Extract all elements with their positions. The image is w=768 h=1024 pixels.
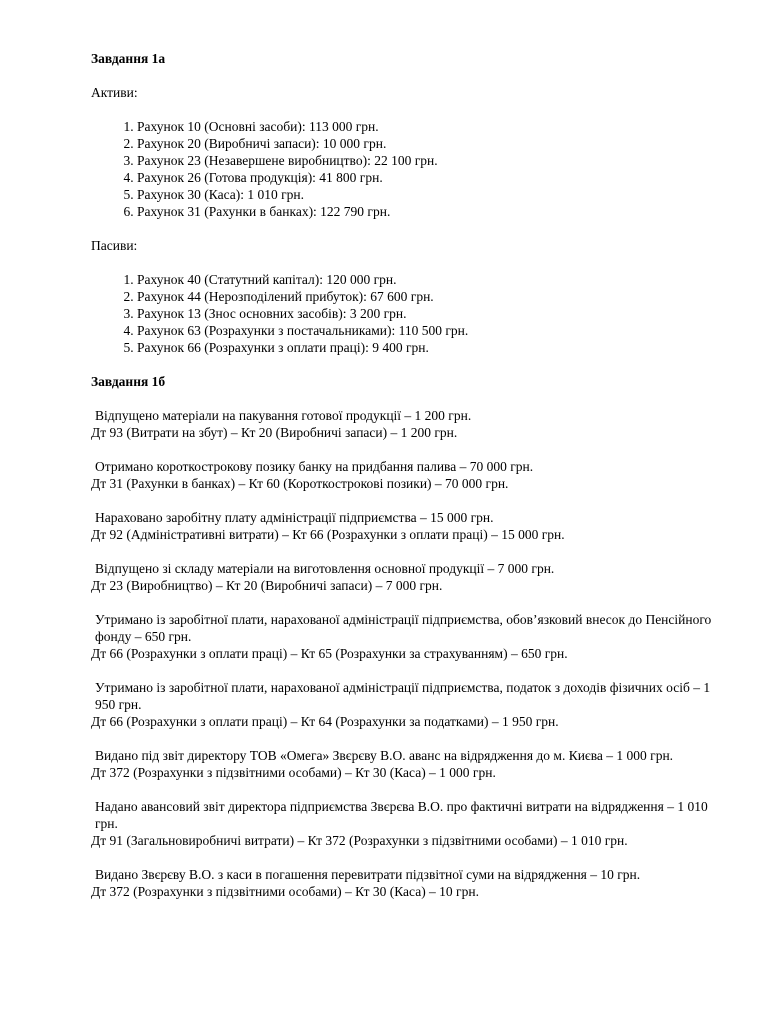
list-item: 4. Рахунок 63 (Розрахунки з постачальниками): 110 500 грн.	[137, 322, 721, 339]
entry-description: Надано авансовий звіт директора підприємства Звєрєва В.О. про фактичні витрати на відрядження – 1 010 грн.	[95, 799, 708, 831]
entry-posting: Дт 31 (Рахунки в банках) – Кт 60 (Короткострокові позики) – 70 000 грн.	[91, 476, 509, 491]
journal-entry	[91, 611, 721, 662]
entry-description: Нараховано заробітну плату адміністрації підприємства – 15 000 грн.	[95, 510, 494, 525]
journal-entry	[91, 866, 721, 900]
entry-posting: Дт 23 (Виробництво) – Кт 20 (Виробничі запаси) – 7 000 грн.	[91, 578, 443, 593]
list-item: 4. Рахунок 26 (Готова продукція): 41 800 грн.	[137, 169, 721, 186]
entry-posting: Дт 372 (Розрахунки з підзвітними особами) – Кт 30 (Каса) – 1 000 грн.	[91, 765, 496, 780]
entry-description: Відпущено матеріали на пакування готової продукції – 1 200 грн.	[95, 408, 472, 423]
list-item: 2. Рахунок 44 (Нерозподілений прибуток): 67 600 грн.	[137, 288, 721, 305]
list-item: 5. Рахунок 66 (Розрахунки з оплати праці): 9 400 грн.	[137, 339, 721, 356]
entry-description: Утримано із заробітної плати, нарахованої адміністрації підприємства, податок з доходів фізичних осіб – 1 950 грн.	[95, 680, 711, 712]
task-1b-heading: Завдання 1б	[91, 374, 166, 389]
entry-posting: Дт 66 (Розрахунки з оплати праці) – Кт 64 (Розрахунки за податками) – 1 950 грн.	[91, 714, 559, 729]
journal-entry	[91, 560, 721, 594]
entry-description: Утримано із заробітної плати, нарахованої адміністрації підприємства, обов’язковий внесок до Пенсійного фонду – 650 грн.	[95, 612, 712, 644]
journal-entry	[91, 458, 721, 492]
list-item: 3. Рахунок 23 (Незавершене виробництво): 22 100 грн.	[137, 152, 721, 169]
journal-entry	[91, 509, 721, 543]
entry-posting: Дт 66 (Розрахунки з оплати праці) – Кт 65 (Розрахунки за страхуванням) – 650 грн.	[91, 646, 568, 661]
list-item: 5. Рахунок 30 (Каса): 1 010 грн.	[137, 186, 721, 203]
list-item: 2. Рахунок 20 (Виробничі запаси): 10 000 грн.	[137, 135, 721, 152]
entry-posting: Дт 92 (Адміністративні витрати) – Кт 66 (Розрахунки з оплати праці) – 15 000 грн.	[91, 527, 565, 542]
list-item: 6. Рахунок 31 (Рахунки в банках): 122 790 грн.	[137, 203, 721, 220]
liabilities-label: Пасиви:	[91, 238, 138, 253]
list-item: 3. Рахунок 13 (Знос основних засобів): 3 200 грн.	[137, 305, 721, 322]
entry-description: Видано під звіт директору ТОВ «Омега» Звєрєву В.О. аванс на відрядження до м. Києва – 1 000 грн.	[95, 748, 674, 763]
journal-entry	[91, 407, 721, 441]
liabilities-list	[91, 271, 721, 356]
entry-description: Отримано короткострокову позику банку на придбання палива – 70 000 грн.	[95, 459, 534, 474]
document-page	[91, 50, 721, 917]
task-1a-heading: Завдання 1а	[91, 51, 166, 66]
entry-posting: Дт 91 (Загальновиробничі витрати) – Кт 372 (Розрахунки з підзвітними особами) – 1 010 грн.	[91, 833, 628, 848]
entry-description: Відпущено зі складу матеріали на виготовлення основної продукції – 7 000 грн.	[95, 561, 555, 576]
entry-posting: Дт 372 (Розрахунки з підзвітними особами) – Кт 30 (Каса) – 10 грн.	[91, 884, 479, 899]
journal-entry	[91, 747, 721, 781]
assets-list	[91, 118, 721, 220]
journal-entry	[91, 679, 721, 730]
list-item: 1. Рахунок 10 (Основні засоби): 113 000 грн.	[137, 118, 721, 135]
entry-posting: Дт 93 (Витрати на збут) – Кт 20 (Виробничі запаси) – 1 200 грн.	[91, 425, 458, 440]
journal-entry	[91, 798, 721, 849]
assets-label: Активи:	[91, 85, 138, 100]
entry-description: Видано Звєрєву В.О. з каси в погашення перевитрати підзвітної суми на відрядження – 10 грн.	[95, 867, 641, 882]
list-item: 1. Рахунок 40 (Статутний капітал): 120 000 грн.	[137, 271, 721, 288]
